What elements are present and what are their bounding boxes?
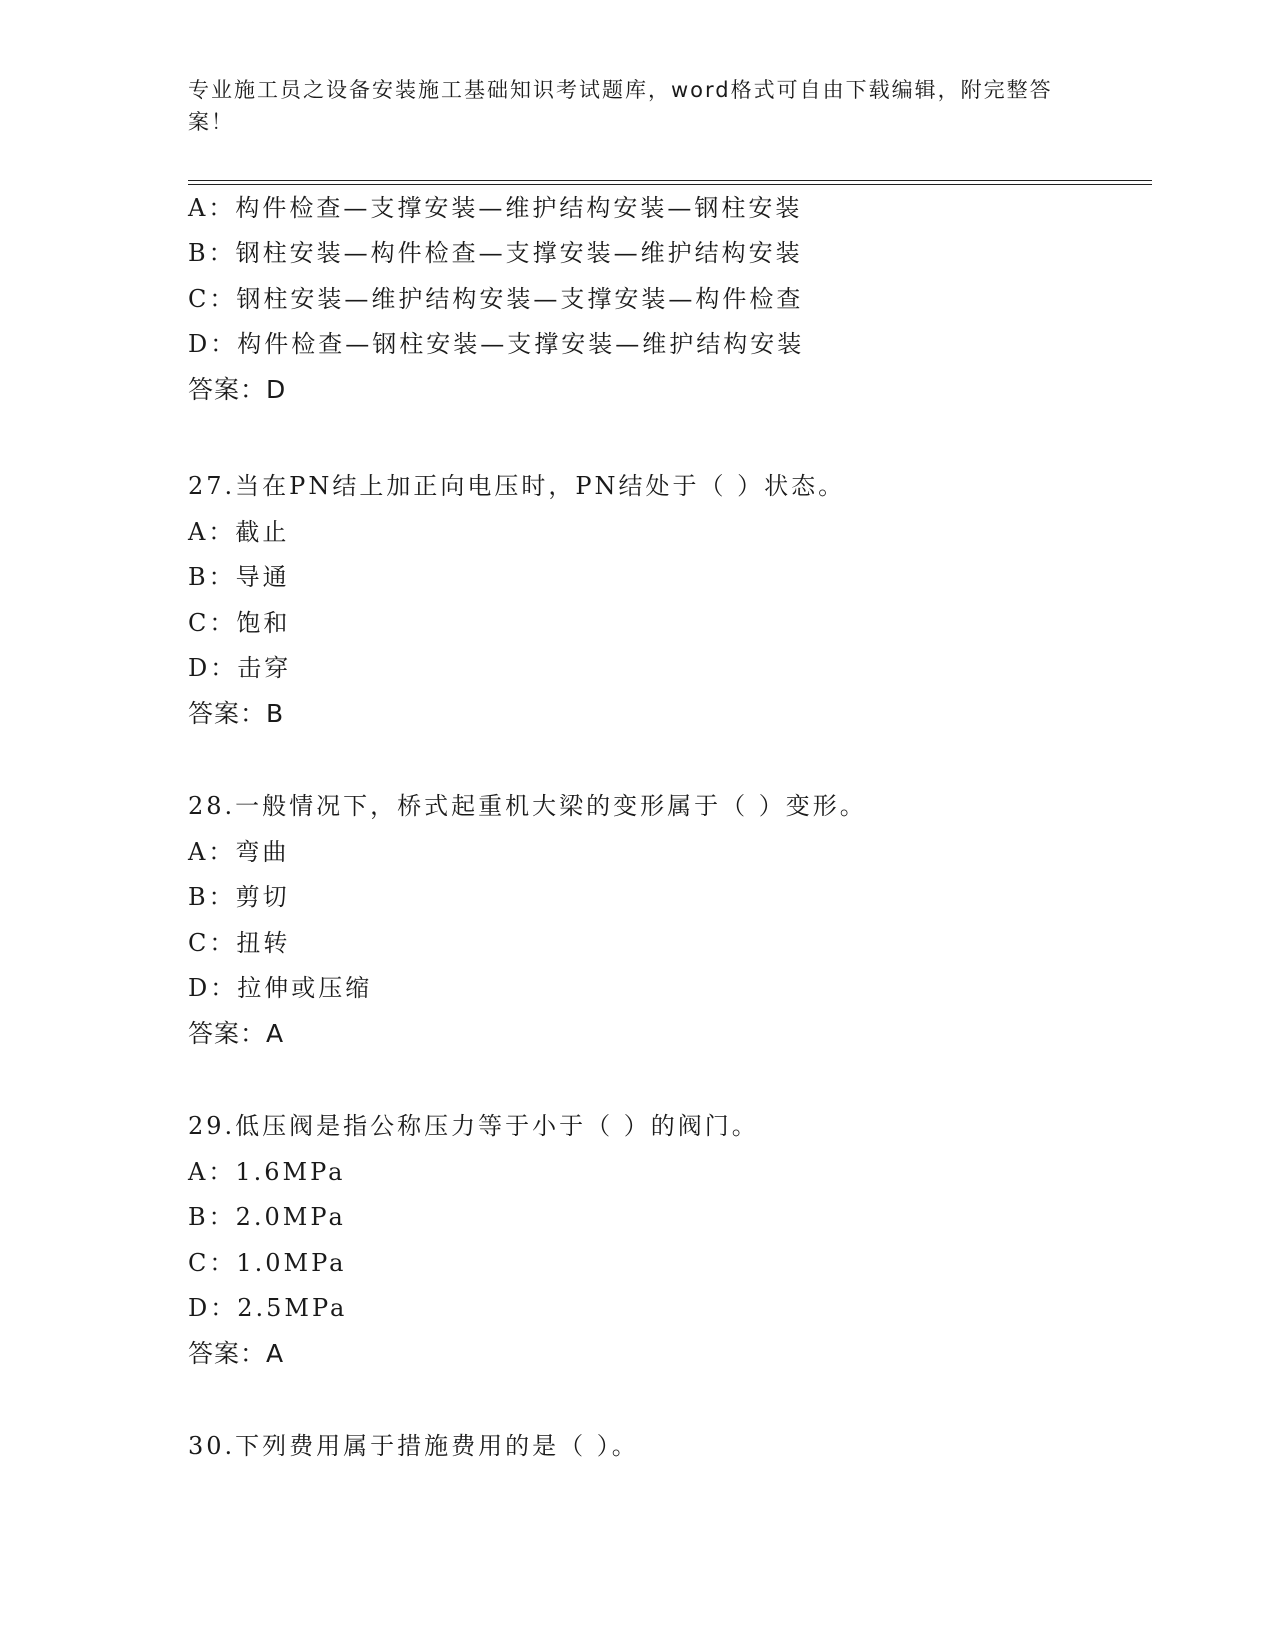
q27-option-a: A：截止 (188, 518, 290, 546)
q29-question: 29.低压阀是指公称压力等于小于（ ）的阀门。 (188, 1112, 759, 1140)
header-divider-top (188, 180, 1152, 181)
q27-option-b: B：导通 (188, 563, 290, 591)
q30-question: 30.下列费用属于措施费用的是（ ）。 (188, 1432, 639, 1460)
q26-option-d: D：构件检查—钢柱安装—支撑安装—维护结构安装 (188, 330, 805, 358)
q28-answer: 答案：A (188, 1019, 285, 1048)
q28-option-d: D：拉伸或压缩 (188, 974, 373, 1002)
document-header: 专业施工员之设备安装施工基础知识考试题库，word格式可自由下载编辑，附完整答案！ (188, 78, 1053, 134)
q29-option-c: C：1.0MPa (188, 1249, 347, 1277)
q26-option-a: A：构件检查—支撑安装—维护结构安装—钢柱安装 (188, 194, 803, 222)
q28-option-a: A：弯曲 (188, 838, 290, 866)
q26-answer: 答案：D (188, 375, 287, 404)
q29-answer: 答案：A (188, 1339, 285, 1368)
q26-option-c: C：钢柱安装—维护结构安装—支撑安装—构件检查 (188, 285, 804, 313)
q28-option-b: B：剪切 (188, 883, 290, 911)
q26-option-b: B：钢柱安装—构件检查—支撑安装—维护结构安装 (188, 239, 803, 267)
q27-question: 27.当在PN结上加正向电压时，PN结处于（ ）状态。 (188, 472, 846, 500)
q27-option-d: D：击穿 (188, 654, 292, 682)
q27-answer: 答案：B (188, 699, 285, 728)
q29-option-b: B：2.0MPa (188, 1203, 346, 1231)
q27-option-c: C：饱和 (188, 609, 291, 637)
q29-option-a: A：1.6MPa (188, 1158, 346, 1186)
q29-option-d: D：2.5MPa (188, 1294, 348, 1322)
q28-question: 28.一般情况下，桥式起重机大梁的变形属于（ ）变形。 (188, 792, 867, 820)
q28-option-c: C：扭转 (188, 929, 291, 957)
header-divider-bottom (188, 184, 1152, 185)
